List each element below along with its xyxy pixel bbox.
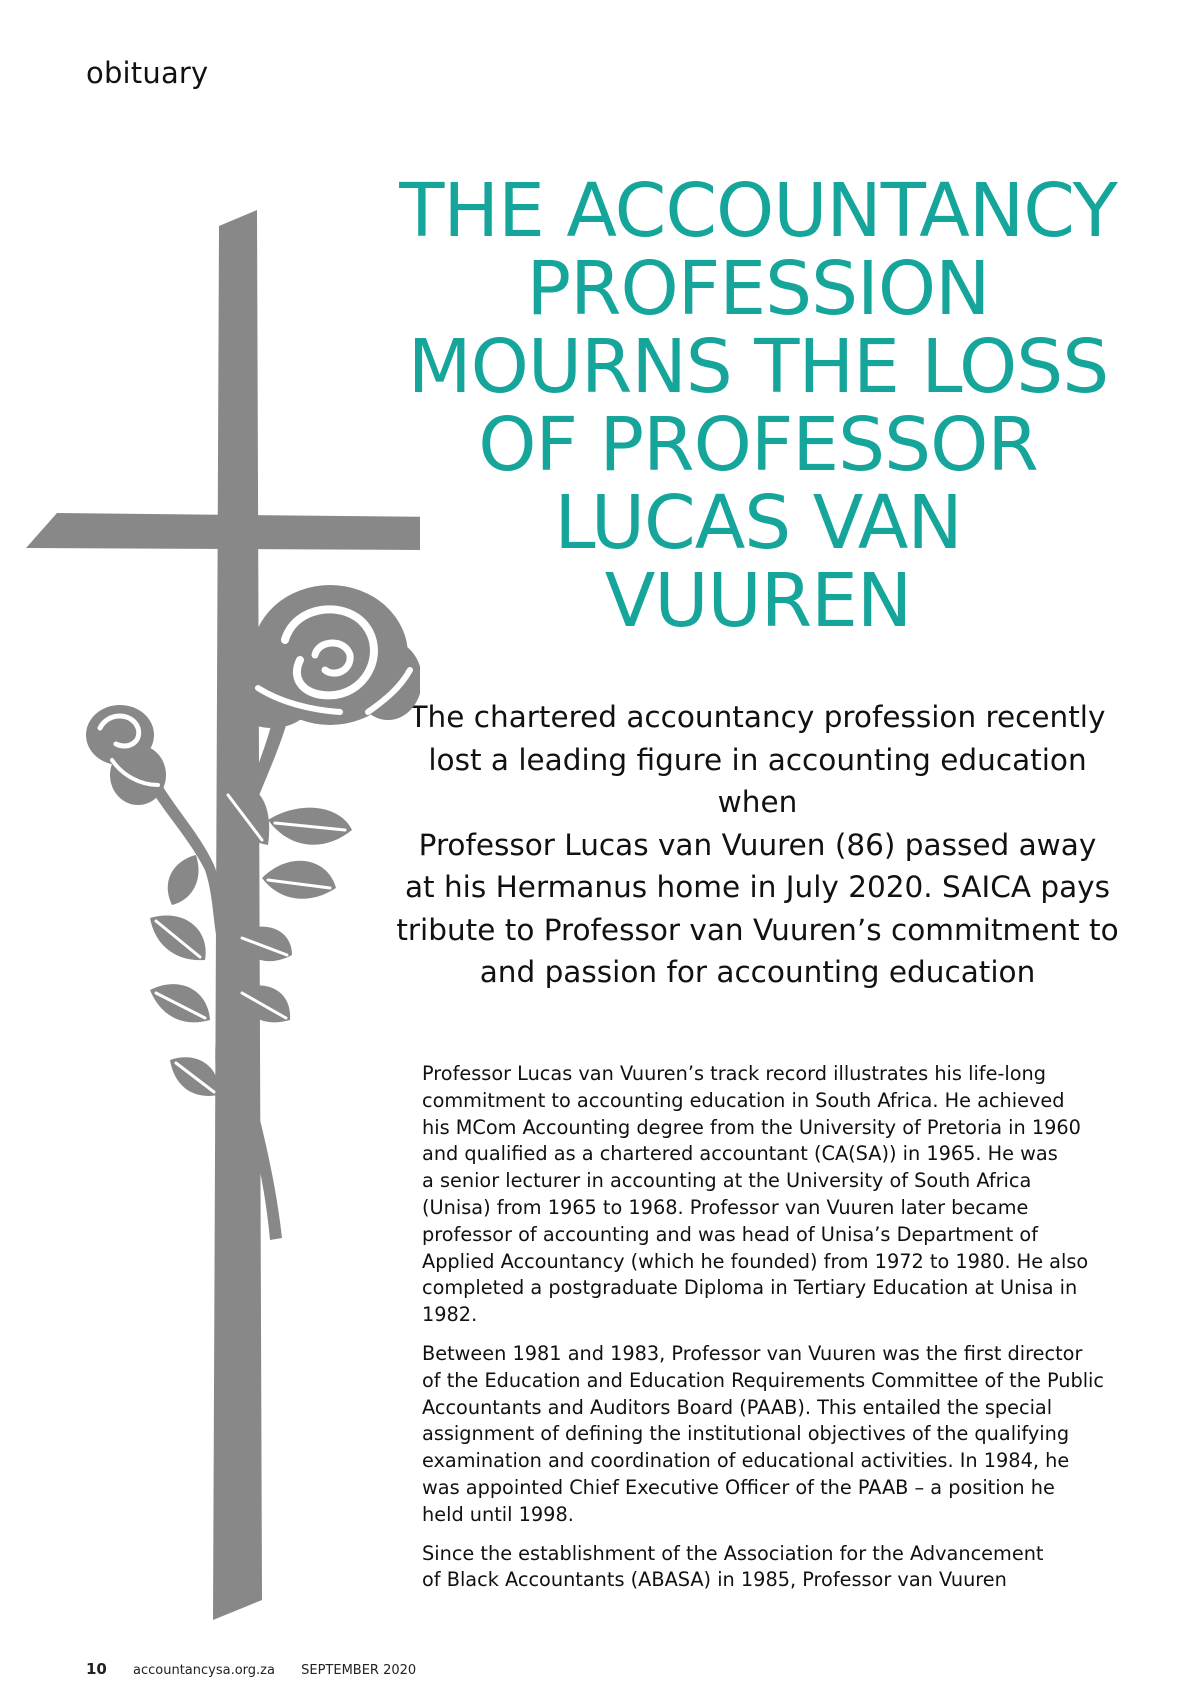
article-paragraph — [422, 1541, 1122, 1595]
footer-website: accountancysa.org.za — [133, 1663, 275, 1678]
standfirst-line: lost a leading figure in accounting education when — [428, 742, 1087, 819]
cross-with-roses-icon — [0, 200, 420, 1640]
rose-bud-icon — [86, 705, 166, 805]
headline-line: THE ACCOUNTANCY — [399, 168, 1117, 254]
footer-issue-date: SEPTEMBER 2020 — [301, 1663, 417, 1678]
page-number: 10 — [86, 1660, 107, 1678]
article-paragraph — [422, 1341, 1122, 1529]
headline-line: OF PROFESSOR — [478, 402, 1038, 488]
body-line: a senior lecturer in accounting at the University of South Africa — [422, 1169, 1032, 1193]
body-line: and qualified as a chartered accountant (CA(SA)) in 1965. He was — [422, 1142, 1058, 1166]
body-line: completed a postgraduate Diploma in Tertiary Education at Unisa in — [422, 1276, 1078, 1300]
body-line: held until 1998. — [422, 1502, 574, 1526]
body-line: of the Education and Education Requirements Committee of the Public — [422, 1368, 1105, 1392]
headline-line: LUCAS VAN — [554, 480, 962, 566]
body-line: Between 1981 and 1983, Professor van Vuuren was the first director — [422, 1341, 1083, 1365]
headline-line: VUUREN — [604, 558, 912, 644]
standfirst-line: and passion for accounting education — [479, 955, 1036, 989]
cross-horizontal-beam — [26, 513, 420, 550]
body-line: commitment to accounting education in South Africa. He achieved — [422, 1088, 1065, 1112]
body-line: assignment of defining the institutional objectives of the qualifying — [422, 1422, 1070, 1446]
body-line: examination and coordination of educational activities. In 1984, he — [422, 1449, 1070, 1473]
standfirst-line: tribute to Professor van Vuuren’s commitment to — [396, 912, 1119, 947]
section-label: obituary — [86, 56, 209, 90]
body-line: Professor Lucas van Vuuren’s track record illustrates his life-long — [422, 1062, 1047, 1085]
page-footer — [86, 1660, 416, 1678]
standfirst — [390, 696, 1125, 994]
body-line: 1982. — [422, 1303, 478, 1327]
body-line: Since the establishment of the Association for the Advancement — [422, 1541, 1044, 1565]
standfirst-line: Professor Lucas van Vuuren (86) passed away — [418, 827, 1097, 862]
page-title — [388, 168, 1128, 644]
body-line: professor of accounting and was head of Unisa’s Department of — [422, 1222, 1038, 1246]
headline-line: MOURNS THE LOSS — [407, 324, 1109, 410]
rose-icon — [232, 585, 420, 728]
standfirst-line: at his Hermanus home in July 2020. SAICA pays — [404, 870, 1111, 904]
body-line: Accountants and Auditors Board (PAAB). This entailed the special — [422, 1395, 1053, 1419]
body-line: (Unisa) from 1965 to 1968. Professor van Vuuren later became — [422, 1195, 1029, 1219]
body-line: his MCom Accounting degree from the University of Pretoria in 1960 — [422, 1115, 1081, 1139]
body-line: of Black Accountants (ABASA) in 1985, Professor van Vuuren — [422, 1568, 1007, 1592]
headline-line: PROFESSION — [526, 246, 990, 332]
body-line: Applied Accountancy (which he founded) from 1972 to 1980. He also — [422, 1249, 1089, 1273]
article-body — [422, 1061, 1122, 1606]
body-line: was appointed Chief Executive Officer of the PAAB – a position he — [422, 1475, 1055, 1499]
article-paragraph — [422, 1061, 1122, 1329]
standfirst-line: The chartered accountancy profession recently — [409, 700, 1106, 734]
